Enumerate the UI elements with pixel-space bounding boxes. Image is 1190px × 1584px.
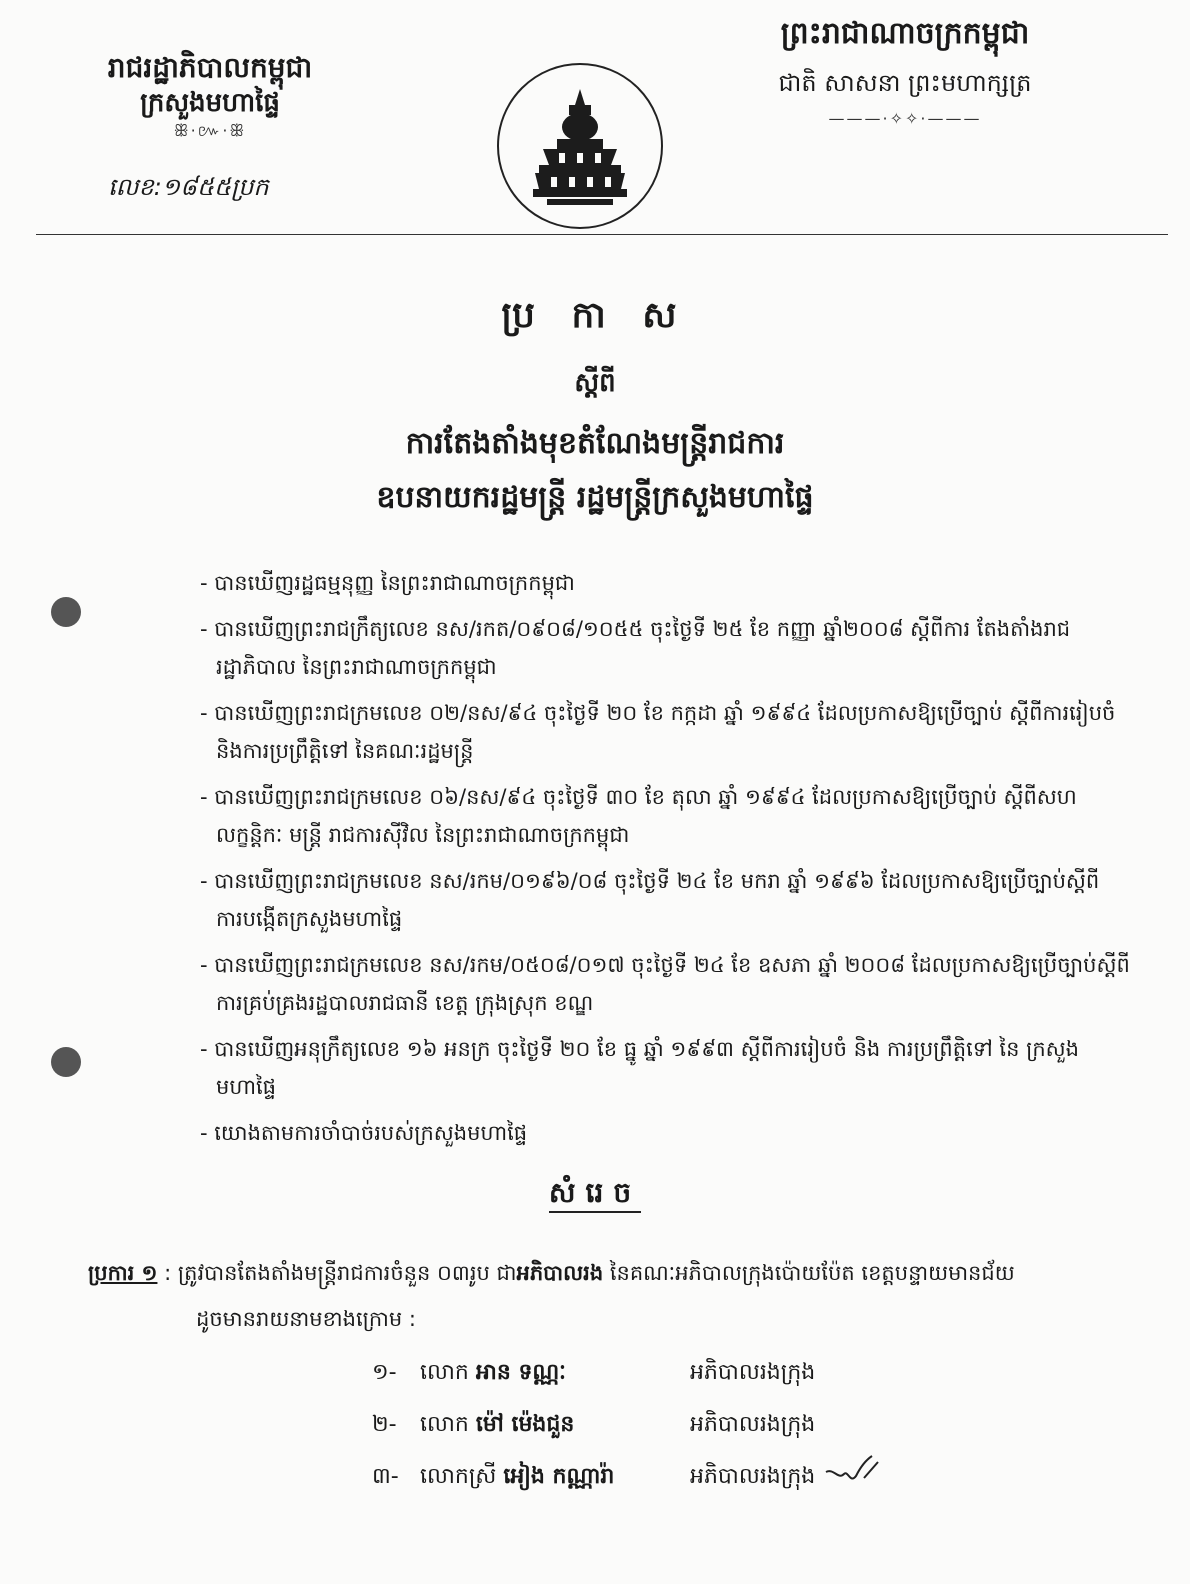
reference-number: លេខ:១៨៥៥ប្រក [108,173,269,201]
person-number: ៣- [372,1464,399,1489]
punch-hole [51,597,81,627]
person-fullname: អាន ទណ្ណៈ [475,1360,566,1385]
kingdom-name: ព្រះរាជាណាចក្រកម្ពុជា [780,16,1030,51]
header-left [60,50,360,142]
article-1 [88,1250,1128,1342]
title-issuer: ឧបនាយករដ្ឋមន្ត្រី រដ្ឋមន្ត្រីក្រសួងមហាផ្ទៃ [376,480,814,515]
person-title: លោក [420,1412,469,1437]
clause-item: - យោងតាមការចាំបាច់របស់ក្រសួងមហាផ្ទៃ [200,1121,528,1145]
ministry-name: ក្រសួងមហាផ្ទៃ [140,88,280,118]
person-name [420,1410,690,1442]
title-subject: ការតែងតាំងមុខតំណែងមន្ត្រីរាជការ [405,426,785,461]
article-text-a: : ត្រូវបានតែងតាំងមន្ត្រីរាជការចំនួន ០៣រូប ជា [164,1261,517,1285]
list-item [372,1452,815,1504]
person-fullname: អៀង កណ្ណារ៉ា [503,1464,615,1489]
person-position: អភិបាលរងក្រុង [690,1360,816,1385]
clause-item: - បានឃើញព្រះរាជក្រមលេខ នស/រកម/០១៩៦/០៨ ចុះថ្ងៃទី ២៤ ខែ មករា ឆ្នាំ ១៩៩៦ ដែលប្រកាសឱ្យប្រើច្បាប់ស្តីពី ការបង្កើតក្រសួងមហាផ្ទៃ [200,869,1100,931]
person-name [420,1462,690,1494]
clause-item: - បានឃើញព្រះរាជក្រមលេខ ០៦/នស/៩៤ ចុះថ្ងៃទី ៣០ ខែ តុលា ឆ្នាំ ១៩៩៤ ដែលប្រកាសឱ្យប្រើច្បាប់ ស្តីពីសហលក្ខន្តិកៈ មន្ត្រី រាជការស៊ីវិល នៃព្រះរាជាណាចក្រកម្ពុជា [200,785,1077,847]
clause-item: - បានឃើញរដ្ឋធម្មនុញ្ញ នៃព្រះរាជាណាចក្រកម្ពុជា [200,571,575,595]
clause-item: - បានឃើញព្រះរាជក្រឹត្យលេខ នស/រកត/០៩០៨/១០៥៥ ចុះថ្ងៃទី ២៥ ខែ កញ្ញា ឆ្នាំ២០០៨ ស្តីពីការ តែងតាំងរាជរដ្ឋាភិបាល នៃព្រះរាជាណាចក្រកម្ពុជា [200,617,1071,679]
list-item [372,1400,815,1452]
title-concerning: ស្តីពី [574,368,616,398]
article-continuation: ដូចមានរាយនាមខាងក្រោម : [196,1307,416,1331]
article-label: ប្រការ ១ [88,1261,158,1285]
header-rule [36,234,1168,235]
article-role: អភិបាលរង [516,1261,604,1285]
list-item [372,1348,815,1400]
person-title: លោក [420,1360,469,1385]
ornament-divider-right: ———·✧✧·——— [828,109,982,128]
article-text-b: នៃគណៈអភិបាលក្រុងប៉ោយប៉ែត ខេត្តបន្ទាយមានជ័យ [603,1261,1015,1285]
person-fullname: ម៉ៅ ម៉េងជួន [475,1412,575,1437]
decision-heading-text: សំរេច [549,1176,641,1213]
document-title: ប្រ កា ស [501,295,689,336]
national-motto: ជាតិ សាសនា ព្រះមហាក្សត្រ [778,69,1032,97]
royal-emblem-seal [497,63,663,229]
clause-item: - បានឃើញព្រះរាជក្រមលេខ ០២/នស/៩៤ ចុះថ្ងៃទី ២០ ខែ កក្កដា ឆ្នាំ ១៩៩៤ ដែលប្រកាសឱ្យប្រើច្បាប់ ស្តីពីការរៀបចំ និងការប្រព្រឹត្តិទៅ នៃគណៈរដ្ឋមន្ត្រី [200,701,1116,763]
clause-item: - បានឃើញអនុក្រឹត្យលេខ ១៦ អនក្រ ចុះថ្ងៃទី ២០ ខែ ធ្នូ ឆ្នាំ ១៩៩៣ ស្តីពីការរៀបចំ និង ការប្រព្រឹត្តិទៅ នៃ ក្រសួងមហាផ្ទៃ [200,1037,1079,1099]
government-name: រាជរដ្ឋាភិបាលកម្ពុជា [107,51,313,84]
person-name [420,1358,690,1390]
decision-heading [0,1175,1190,1216]
person-title: លោកស្រី [420,1464,497,1489]
appointee-list [372,1348,815,1504]
person-number: ១- [372,1360,397,1385]
clause-item: - បានឃើញព្រះរាជក្រមលេខ នស/រកម/០៥០៨/០១៧ ចុះថ្ងៃទី ២៤ ខែ ឧសភា ឆ្នាំ ២០០៨ ដែលប្រកាសឱ្យប្រើច្បាប់ស្តីពី ការគ្រប់គ្រងរដ្ឋបាលរាជធានី ខេត្ត ក្រុងស្រុក ខណ្ឌ [200,953,1130,1015]
person-position: អភិបាលរងក្រុង [690,1412,816,1437]
preamble-clauses [200,564,1130,1160]
header-right [740,14,1070,130]
punch-hole [51,1047,81,1077]
person-position: អភិបាលរងក្រុង [690,1464,816,1489]
person-number: ២- [372,1412,397,1437]
initial-signature [820,1450,890,1490]
ornament-divider-left: ꕥ·៚·ꕥ [173,121,247,140]
